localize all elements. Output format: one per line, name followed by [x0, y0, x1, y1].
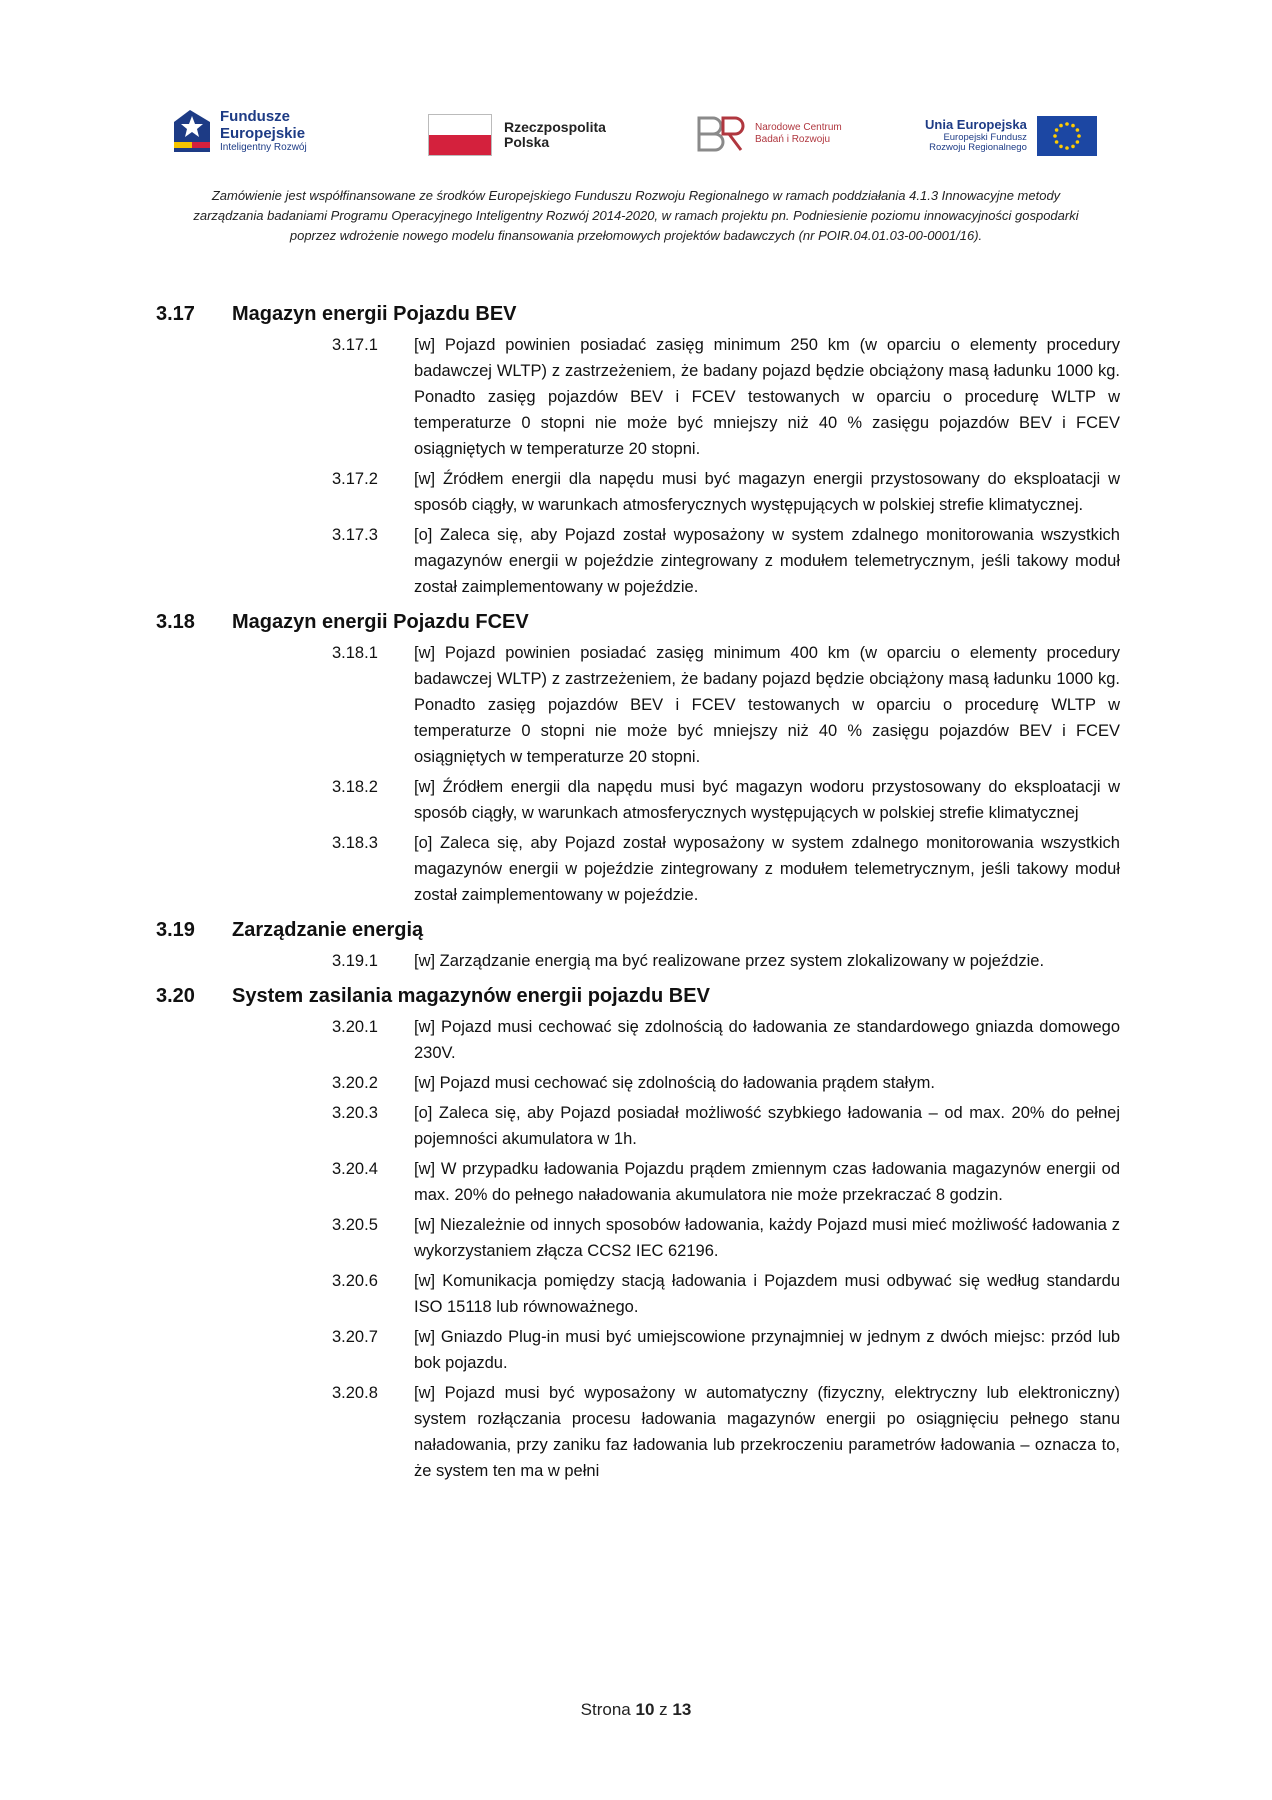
- item-number: 3.20.7: [332, 1328, 378, 1346]
- item-text: [w] Zarządzanie energią ma być realizowane przez system zlokalizowany w pojeździe.: [414, 952, 1045, 970]
- list-item: [0, 1324, 1272, 1376]
- footer-sep: z: [659, 1700, 668, 1719]
- ncbr-mark-icon: [695, 114, 749, 154]
- list-item: [0, 774, 1272, 826]
- page-total: 13: [672, 1700, 692, 1719]
- ue-line2: Europejski Fundusz: [943, 131, 1027, 143]
- item-text: [w] Pojazd musi być wyposażony w automatyczny (fizyczny, elektryczny lub elektroniczny) system rozłączania procesu ładowania magazynów energii po osiągnięciu pełnego stanu naładowania, przy zaniku faz ładowania lub przekroczeniu parametrów ładowania – oznacza to, że system ten ma w pełni: [414, 1384, 1120, 1480]
- item-number: 3.17.3: [332, 526, 378, 544]
- list-item: [0, 1268, 1272, 1320]
- list-item: [0, 522, 1272, 600]
- item-text: [w] Niezależnie od innych sposobów ładowania, każdy Pojazd musi mieć możliwość ładowania z wykorzystaniem złącza CCS2 IEC 62196.: [414, 1216, 1120, 1260]
- fe-line2: Europejskie: [220, 124, 306, 142]
- footer-prefix: Strona: [580, 1700, 631, 1719]
- eu-flag-icon: [1037, 116, 1097, 156]
- list-item: [0, 1100, 1272, 1152]
- item-number: 3.19.1: [332, 952, 378, 970]
- section-title: System zasilania magazynów energii pojazdu BEV: [232, 985, 710, 1007]
- list-item: [0, 466, 1272, 518]
- ue-line1: Unia Europejska: [925, 117, 1027, 133]
- section-number: 3.20: [156, 985, 195, 1007]
- page-number: 10: [635, 1700, 655, 1719]
- funding-notice: Zamówienie jest współfinansowane ze środków Europejskiego Funduszu Rozwoju Regionalnego w ramach poddziałania 4.1.3 Innowacyjne metody zarządzania badaniami Programu Operacyjnego Inteligentny Rozwój 2014-2020, w ramach projektu pn. Podniesienie poziomu innowacyjności gospodarki poprzez wdrożenie nowego modelu finansowania przełomowych projektów badawczych (nr POIR.04.01.03-00-0001/16).: [193, 188, 1079, 243]
- page-footer: [0, 1700, 1272, 1720]
- logo-rzeczpospolita: [428, 114, 606, 156]
- section-number: 3.18: [156, 611, 195, 633]
- item-number: 3.20.6: [332, 1272, 378, 1290]
- section-3-18: [0, 604, 1272, 908]
- list-item: [0, 948, 1272, 974]
- poland-flag-icon: [428, 114, 492, 156]
- rp-line1: Rzeczpospolita: [504, 118, 606, 135]
- list-item: [0, 1070, 1272, 1096]
- fe-line1: Fundusze: [220, 108, 290, 125]
- document-body: [0, 296, 1272, 1488]
- list-item: [0, 1014, 1272, 1066]
- section-heading: [0, 604, 1272, 634]
- section-title: Magazyn energii Pojazdu FCEV: [232, 611, 529, 633]
- item-text: [w] Pojazd musi cechować się zdolnością do ładowania prądem stałym.: [414, 1074, 935, 1092]
- rp-line2: Polska: [504, 134, 550, 150]
- section-3-19: [0, 912, 1272, 974]
- list-item: [0, 332, 1272, 462]
- item-text: [w] Pojazd powinien posiadać zasięg minimum 250 km (w oparciu o elementy procedury badawczej WLTP) z zastrzeżeniem, że badany pojazd będzie obciążony masą ładunku 1000 kg. Ponadto zasięg pojazdów BEV i FCEV testowanych w oparciu o procedurę WLTP w temperaturze 0 stopni nie może być mniejszy niż 40 % zasięgu pojazdów BEV i FCEV osiągniętych w temperaturze 20 stopni.: [414, 336, 1120, 458]
- logo-ncbr: [695, 114, 842, 154]
- section-title: Magazyn energii Pojazdu BEV: [232, 303, 517, 325]
- item-number: 3.18.3: [332, 834, 378, 852]
- ncbr-line1: Narodowe Centrum: [755, 122, 842, 133]
- item-number: 3.17.2: [332, 470, 378, 488]
- item-text: [w] Źródłem energii dla napędu musi być magazyn wodoru przystosowany do eksploatacji w sposób ciągły, w warunkach atmosferycznych występujących w polskiej strefie klimatycznej: [414, 778, 1120, 822]
- item-number: 3.20.5: [332, 1216, 378, 1234]
- list-item: [0, 640, 1272, 770]
- section-number: 3.17: [156, 303, 195, 325]
- item-number: 3.18.1: [332, 644, 378, 662]
- item-text: [o] Zaleca się, aby Pojazd został wyposażony w system zdalnego monitorowania wszystkich magazynów energii w pojeździe zintegrowany z modułem telemetrycznym, jeśli takowy moduł został zaimplementowany w pojeździe.: [414, 526, 1120, 596]
- list-item: [0, 1212, 1272, 1264]
- section-3-20: [0, 978, 1272, 1484]
- item-number: 3.17.1: [332, 336, 378, 354]
- logo-fundusze-europejskie: [172, 108, 307, 154]
- section-number: 3.19: [156, 919, 195, 941]
- item-number: 3.18.2: [332, 778, 378, 796]
- section-heading: [0, 978, 1272, 1008]
- fe-line3: Inteligentny Rozwój: [220, 142, 307, 153]
- logo-unia-europejska: [925, 116, 1097, 156]
- list-item: [0, 1156, 1272, 1208]
- item-number: 3.20.4: [332, 1160, 378, 1178]
- list-item: [0, 1380, 1272, 1484]
- list-item: [0, 830, 1272, 908]
- logo-bar: [0, 100, 1272, 170]
- item-text: [w] Pojazd powinien posiadać zasięg minimum 400 km (w oparciu o elementy procedury badawczej WLTP) z zastrzeżeniem, że badany pojazd będzie obciążony masą ładunku 1000 kg. Ponadto zasięg pojazdów BEV i FCEV testowanych w oparciu o procedurę WLTP w temperaturze 0 stopni nie może być mniejszy niż 40 % zasięgu pojazdów BEV i FCEV osiągniętych w temperaturze 20 stopni.: [414, 644, 1120, 766]
- item-number: 3.20.1: [332, 1018, 378, 1036]
- item-text: [w] Gniazdo Plug-in musi być umiejscowione przynajmniej w jednym z dwóch miejsc: przód lub bok pojazdu.: [414, 1328, 1120, 1372]
- item-text: [w] Źródłem energii dla napędu musi być magazyn energii przystosowany do eksploatacji w sposób ciągły, w warunkach atmosferycznych występujących w polskiej strefie klimatycznej.: [414, 470, 1120, 514]
- section-3-17: [0, 296, 1272, 600]
- item-text: [w] W przypadku ładowania Pojazdu prądem zmiennym czas ładowania magazynów energii od max. 20% do pełnego naładowania akumulatora nie może przekraczać 8 godzin.: [414, 1160, 1120, 1204]
- fe-star-icon: [172, 108, 212, 154]
- ue-line3: Rozwoju Regionalnego: [929, 142, 1027, 154]
- item-text: [w] Pojazd musi cechować się zdolnością do ładowania ze standardowego gniazda domowego 230V.: [414, 1018, 1120, 1062]
- item-number: 3.20.2: [332, 1074, 378, 1092]
- section-heading: [0, 296, 1272, 326]
- section-title: Zarządzanie energią: [232, 919, 424, 941]
- item-text: [o] Zaleca się, aby Pojazd został wyposażony w system zdalnego monitorowania wszystkich magazynów energii w pojeździe zintegrowany z modułem telemetrycznym, jeśli takowy moduł został zaimplementowany w pojeździe.: [414, 834, 1120, 904]
- item-text: [o] Zaleca się, aby Pojazd posiadał możliwość szybkiego ładowania – od max. 20% do pełnej pojemności akumulatora w 1h.: [414, 1104, 1120, 1148]
- item-number: 3.20.3: [332, 1104, 378, 1122]
- section-heading: [0, 912, 1272, 942]
- ncbr-line2: Badań i Rozwoju: [755, 134, 831, 145]
- item-number: 3.20.8: [332, 1384, 378, 1402]
- item-text: [w] Komunikacja pomiędzy stacją ładowania i Pojazdem musi odbywać się według standardu ISO 15118 lub równoważnego.: [414, 1272, 1120, 1316]
